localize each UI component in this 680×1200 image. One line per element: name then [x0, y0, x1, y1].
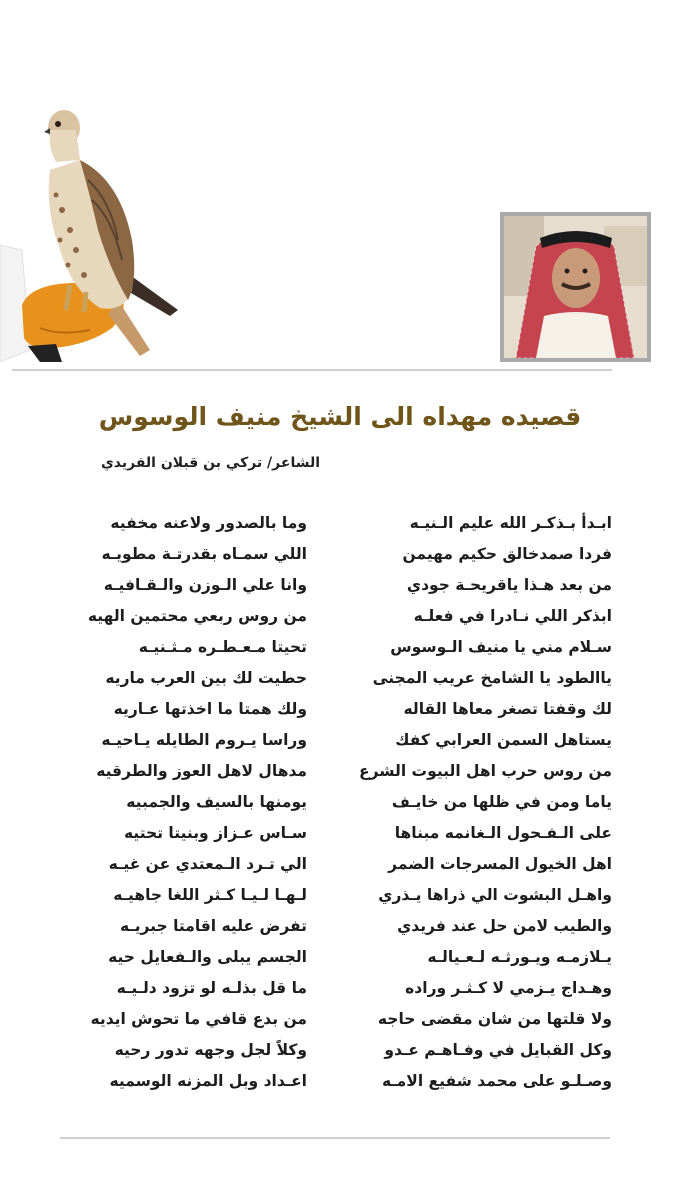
verse-line: يستاهل السمن العرابي كفك — [395, 731, 612, 749]
verse-line: لـهـا لـيـا كـثر اللغا جاهيـه — [113, 886, 307, 904]
falcon-illustration — [0, 100, 200, 365]
verse-line: والطيب لامن حل عند فريدي — [397, 917, 612, 935]
header-illustrations — [0, 0, 680, 380]
poem-title: قصيده مهداه الى الشيخ منيف الوسوس — [98, 402, 582, 431]
verse-line: وهـداج يـزمي لا كـثـر وراده — [405, 979, 612, 997]
verse-line: اعـداد وبل المزنه الوسميه — [109, 1072, 307, 1090]
top-divider — [12, 369, 612, 371]
verse-line: تحيتا مـعـطـره مـثـنيـه — [138, 638, 307, 656]
verse-line: وانا علي الـوزن والـقـافيـه — [103, 576, 307, 594]
verse-line: وكل القبايل في وفـاهـم عـدو — [384, 1041, 612, 1059]
verse-line: وكلاً لجل وجهه تدور رحيه — [114, 1041, 307, 1059]
verse-line: اللي سمـاه بقدرتـة مطويـه — [101, 545, 307, 563]
poet-credit: الشاعر/ تركي بن قبلان الفريدي — [100, 455, 320, 471]
verse-line: ياما ومن في ظلها من خايـف — [391, 793, 612, 811]
second-hemistiches-column — [62, 508, 307, 1097]
verse-line: على الـفـحول الـغانمه مبناها — [394, 824, 612, 842]
verse-line: وما بالصدور ولاعنه مخفيه — [110, 514, 307, 532]
verse-line: فردا صمدخالق حكيم مهيمن — [402, 545, 612, 563]
verse-line: من روس حرب اهل البيوت الشرع — [359, 762, 612, 780]
verse-line: الي تـرد الـمعتدي عن غيـه — [108, 855, 307, 873]
verse-line: سـاس عـزاز وبنيتا تحتيه — [123, 824, 307, 842]
first-hemistiches-column — [342, 508, 612, 1097]
verse-line: واهـل البشوت الي ذراها يـذري — [378, 886, 612, 904]
verse-line: يـلازمـه ويـورثـه لـعـيالـه — [427, 948, 612, 966]
verse-line: ابـدأ بـذكـر الله عليم الـنيـه — [409, 514, 612, 532]
verse-line: لك وقفتا تصغر معاها القاله — [403, 700, 612, 718]
verse-line: مدهال لاهل العوز والطرقيه — [96, 762, 307, 780]
verse-line: اهل الخيول المسرجات الضمر — [388, 855, 612, 873]
verse-line: يومنها بالسيف والجمبيه — [126, 793, 307, 811]
verse-line: ياالطود يا الشامخ عريب المجنى — [372, 669, 612, 687]
verse-line: من بعد هـذا ياقريحـة جودي — [406, 576, 612, 594]
verse-line: حطيت لك بين العرب ماريه — [105, 669, 307, 687]
bottom-divider — [60, 1137, 610, 1139]
poet-portrait — [504, 216, 647, 358]
verse-line: من بدع قافي ما تحوش ايديه — [90, 1010, 307, 1028]
verse-line: ولا قلتها من شان مقضى حاجه — [377, 1010, 612, 1028]
verse-line: سـلام مني يا منيف الـوسوس — [390, 638, 612, 656]
verse-line: ابذكر اللي نـادرا في فعلـه — [413, 607, 612, 625]
verse-line: وصـلـو على محمد شفيع الامـه — [381, 1072, 612, 1090]
verse-line: وراسا يـروم الطايله يـاحيـه — [101, 731, 307, 749]
poet-portrait-frame — [500, 212, 651, 362]
verse-line: الجسم يبلى والـفعايل حيه — [108, 948, 307, 966]
verse-line: تفرض عليه اقامتا جبريـه — [120, 917, 307, 935]
verse-line: ما قل بذلـه لو تزود دلـيـه — [116, 979, 307, 997]
verse-line: ولك همتا ما اخذتها عـاريه — [113, 700, 307, 718]
verse-line: من روس ربعي محتمين الهيه — [87, 607, 307, 625]
